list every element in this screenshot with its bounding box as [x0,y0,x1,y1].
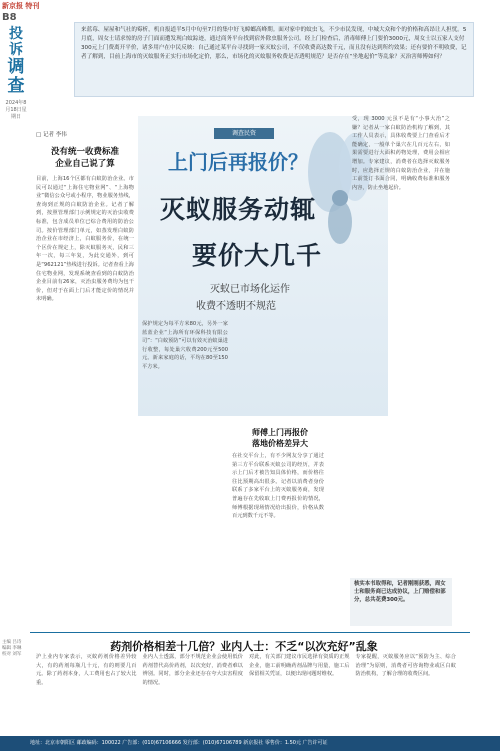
bottom-columns [36,653,456,687]
page-number: B8 [2,12,17,23]
hero-subtitle-line1: 灭蚁已市场化运作 [210,284,290,295]
byline: □ 记者 李伟 [36,132,67,138]
editor-credits: 主编 吕诗 编辑 李琳 校对 刘军 [2,640,22,657]
hero-title-line1: 灭蚁服务动辄 [160,195,317,224]
mid1-body-text: 保护规定为每平方米80元，另外一家蓝蓝企业“上海所有环保科技有限公司”：“白蚁预防”可以有效灭治蚁巢进行收整，每处巢穴收费200元至500元。新来家庭的话，平均在80至150平方米。 [142,321,228,370]
masthead: 新京报 特刊 [2,2,40,10]
hero-title-line2: 要价大几千 [192,241,323,270]
bottom-col-3: 对此，有关部门建议市民选择有资质的正规企业，施工前明确药剂品牌与用量，施工后保留相关凭证，以便出现问题时维权。 [249,654,350,678]
left-body-text: 目前，上海16个区都有白蚁防治企业。市民可以通过“上海住宅物业网”、“上海物业”微信公众号或小程序，物业服务热线，查询到正规的白蚁防治企业。记者了解到，按照管理部门示例规定的灭治虫收费标准，包含成员单位已综合费用的防治公司。按价管理部门单元，如蒸发理白蚁防治企业在市经济上，白蚁服务价，在统一个区价在规定上，除灭蚊服务灭，民和三年一次，每三年复，为此交通外，到可是“962121”热线进行投诉。记者查看上海住宅物业网，发现系统查看到的白蚁防治企业目前有26家，灭治虫服务费均为包干价，但对于在面上门后才能定价的情况并未明确。 [36,176,134,303]
footer-bar: 地址：北京市朝阳区 邮政编码：100022 广告部：(010)67106666 发行部：(010)67106789 新京报社 零售价：1.50元 广告许可证 [0,736,500,751]
bottom-col-4: 专家提醒，灭蚁服务应以“预防为主、综合治理”为原则，消费者可咨询物业或区白蚁防治机构，了解合理的收费区间。 [355,654,456,678]
hero-tag: 调查民资 [214,128,274,139]
section-label: 投诉 [9,26,23,58]
issue-date: 2024年8月18日星期日 [5,100,27,120]
bottom-col-2: 业内人士透露，部分不规范企业会使用低价药剂替代高价药剂，以次充好，消费者难以辨别。同时，部分企业还存在夸大虫害程度的情况。 [142,654,243,686]
hero-subtitle-line2: 收费不透明不规范 [196,301,276,312]
intro-summary: 来蓝莓、屋屋和气社的霉析，机自报道半5月中旬至7月的集中好飞蟑螂高峰期。面对家中的蚊虫飞，不少市民发现，中城大众和个的价格和高昂让人担忧。5月底，周女士请求惊的房子门面而遭发现白蚊踪迹，通过商务平台找到宿外除虫服务公司。经上门检查后，消毒师傅上门要价3000元，周女士以五家人支付300元上门费离开平价，诸多用户在中民反映：自己通过某平台寻找到一家灭蚊公司，不仅收费高达数千元，而且没有达到所约效果；还有要价不明收费，记者了解到，目前上海市的灭蚊服务正实行市场化定价，那么，市场化的灭蚊服务收费是否透明规范？是否存在“坐地起价”等乱象？灭治害师傅如何？ [74,22,474,97]
conclusion-note: 核实本书取得和，记者刚刚获悉，周女士和服务商已达成协议，上门赔偿和部分，总共花费300元。 [350,578,452,626]
bottom-headline: 药剂价格相差十几倍？业内人士：不乏“以次充好”乱象 [110,640,378,653]
hero-question: 上门后再报价？ [168,150,308,174]
divider [30,632,470,633]
left-subheading: 没有统一收费标准 企业自己说了算 [50,147,119,169]
left-column [36,146,134,304]
section-title: 调查 [7,57,25,96]
mid2-body-text: 在社交平台上，有不少网友分享了通过第三方平台联系灭蚁公司的经历，并表示上门后才被告知具体价格，而价格往往比预期高出很多。记者以消费者身份联系了多家平台上的灭蚁服务商，发现普遍存在先收取上门费再报价的情况，师傅根据现场情况给出报价，价格从数百元到数千元不等。 [232,453,324,520]
right-column [352,115,450,192]
middle-column-2 [232,452,324,521]
right-body-text: 受，现 3000 元虽不是有“小事大治”之嫌？记者从一家白蚁防治机构了解到，其工作人员表示，具体收费要上门查看后才能确定，一般单个巢穴在几百元左右，如果需要进行大面积药物处理，费用会相应增加。专家建议，消费者在选择灭蚁服务时，应选择正规的白蚁防治企业，并在施工前签订书面合同，明确收费标准和服务内容，防止坐地起价。 [352,116,450,191]
bottom-col-1: 沪上业内专家表示，灭蚁药剂价格差异较大，有的药剂每瓶几十元，有的则要几百元。除了药剂本身，人工费用也占了较大比重。 [36,654,137,686]
middle-column-1 [142,320,228,372]
middle-subheading: 师傅上门再报价 落地价格差异大 [252,428,308,448]
